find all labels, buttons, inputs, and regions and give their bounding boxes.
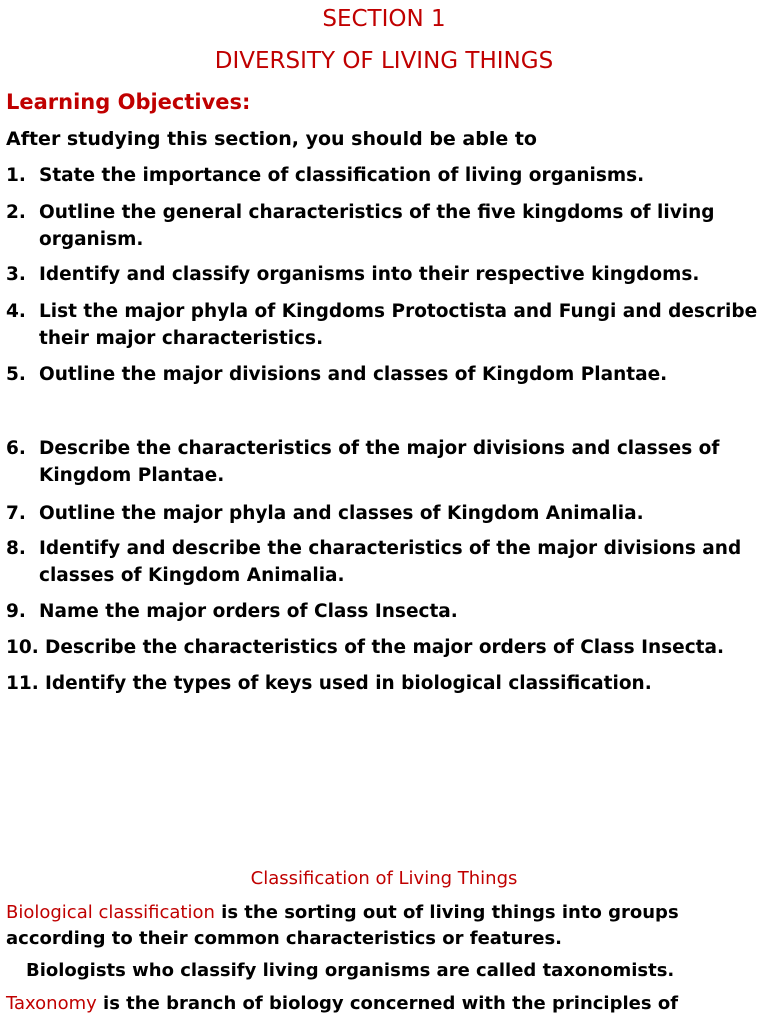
- objective-text: Identify and describe the characteristics of the major divisions and: [39, 538, 742, 559]
- objective-item: [6, 261, 766, 288]
- objective-text: State the importance of classification of living organisms.: [39, 165, 645, 186]
- objective-item: [6, 535, 766, 589]
- term-taxonomy: Taxonomy: [6, 993, 97, 1014]
- objective-number: 5.: [6, 364, 26, 385]
- paragraph-line: according to their common characteristics or features.: [6, 928, 562, 949]
- biological-classification-paragraph: [6, 900, 766, 952]
- objective-number: 4.: [6, 301, 26, 322]
- objective-item: [6, 199, 766, 253]
- section-number: SECTION 1: [322, 6, 446, 32]
- objective-item: [6, 598, 766, 625]
- objective-text: Describe the characteristics of the major divisions and classes of: [39, 438, 720, 459]
- objective-number: 11.: [6, 673, 39, 694]
- definition-text: is the branch of biology concerned with the principles of: [96, 993, 679, 1014]
- term-biological-classification: Biological classification: [6, 902, 215, 923]
- objective-number: 1.: [6, 165, 26, 186]
- objective-item: [6, 361, 766, 388]
- objective-text: organism.: [39, 229, 144, 250]
- objective-text: Name the major orders of Class Insecta.: [39, 601, 458, 622]
- objective-item: [6, 500, 766, 527]
- objective-item: [6, 435, 766, 489]
- objective-item: [6, 162, 766, 189]
- learning-objectives-heading: Learning Objectives:: [6, 90, 251, 114]
- objective-text: Identify and classify organisms into their respective kingdoms.: [39, 264, 700, 285]
- definition-text: is the sorting out of living things into groups: [214, 902, 679, 923]
- objective-item: [6, 634, 766, 661]
- taxonomy-paragraph: [6, 991, 766, 1017]
- objective-text: Kingdom Plantae.: [39, 465, 225, 486]
- taxonomists-paragraph: Biologists who classify living organisms are called taxonomists.: [26, 960, 675, 981]
- section-title: DIVERSITY OF LIVING THINGS: [214, 48, 554, 74]
- objective-text: classes of Kingdom Animalia.: [39, 565, 345, 586]
- objective-text: Outline the major divisions and classes of Kingdom Plantae.: [39, 364, 668, 385]
- objective-text: Identify the types of keys used in biological classification.: [45, 673, 652, 694]
- objective-text: their major characteristics.: [39, 328, 324, 349]
- objective-number: 7.: [6, 503, 26, 524]
- objective-text: List the major phyla of Kingdoms Protoctista and Fungi and describe: [39, 301, 758, 322]
- paragraph-line: [6, 900, 766, 926]
- objective-number: 10.: [6, 637, 39, 658]
- objective-number: 8.: [6, 538, 26, 559]
- objectives-intro: After studying this section, you should be able to: [6, 128, 537, 150]
- objective-number: 3.: [6, 264, 26, 285]
- objective-item: [6, 298, 766, 352]
- objective-number: 9.: [6, 601, 26, 622]
- objective-number: 2.: [6, 202, 26, 223]
- objective-text: Describe the characteristics of the major orders of Class Insecta.: [45, 637, 725, 658]
- classification-heading: Classification of Living Things: [250, 868, 518, 889]
- objective-text: Outline the general characteristics of the five kingdoms of living: [39, 202, 715, 223]
- objective-text: Outline the major phyla and classes of Kingdom Animalia.: [39, 503, 644, 524]
- objective-item: [6, 670, 766, 697]
- objective-number: 6.: [6, 438, 26, 459]
